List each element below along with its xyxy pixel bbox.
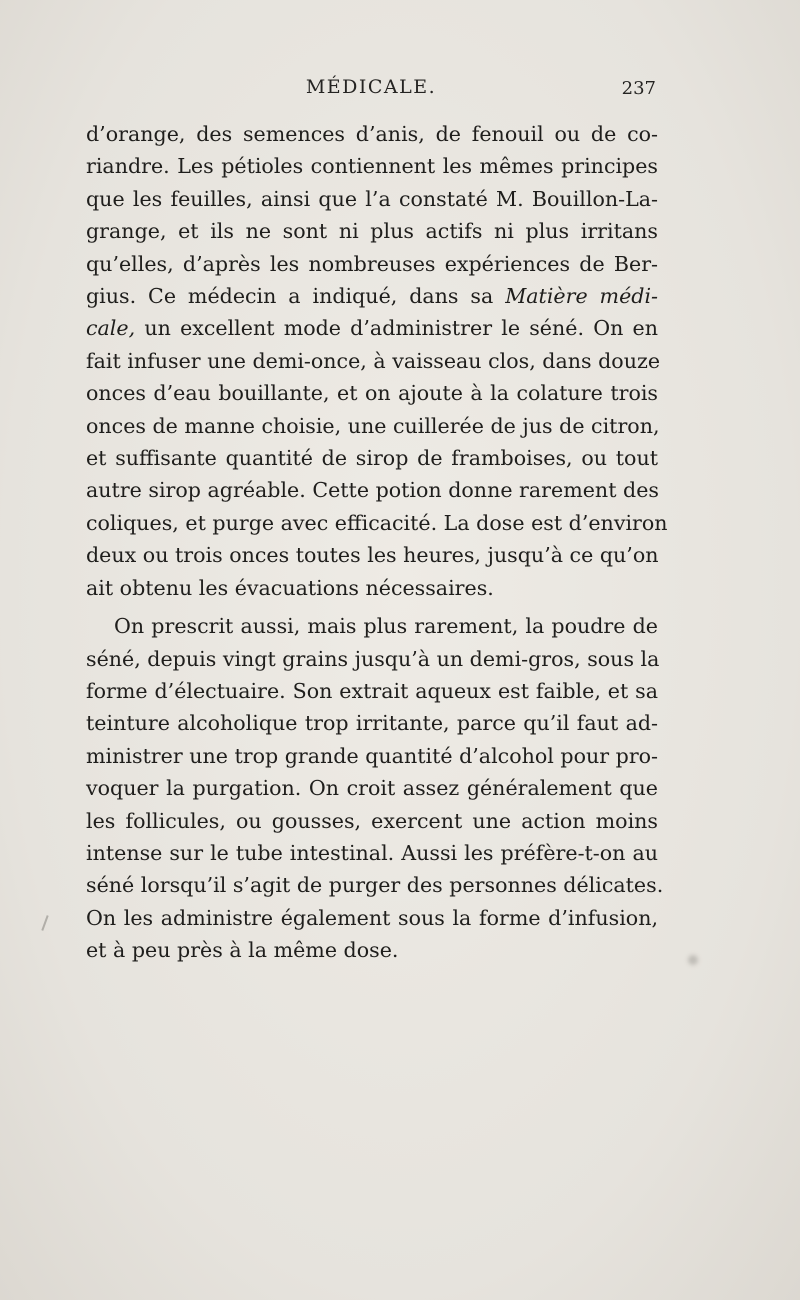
text-line	[86, 474, 658, 506]
text-line	[86, 707, 658, 739]
line-text: coliques, et purge avec efficacité. La dose est d’environ	[86, 510, 668, 535]
text-line	[86, 740, 658, 772]
line-text: riandre. Les pétioles contiennent les mêmes principes	[86, 154, 658, 179]
line-text: forme d’électuaire. Son extrait aqueux est faible, et sa	[86, 678, 658, 703]
text-line	[86, 934, 658, 966]
line-text: un excellent mode d’administrer le séné. On en	[135, 316, 658, 341]
page-header	[86, 76, 656, 106]
line-text: voquer la purgation. On croit assez généralement que	[86, 776, 658, 801]
text-line	[86, 643, 658, 675]
paragraph	[86, 610, 664, 966]
line-text: et suffisante quantité de sirop de framboises, ou tout	[86, 446, 658, 471]
line-text: intense sur le tube intestinal. Aussi les préfère-t-on au	[86, 840, 658, 865]
text-line	[86, 507, 668, 539]
running-head: MÉDICALE.	[305, 76, 437, 98]
text-line	[86, 772, 658, 804]
line-text: et à peu près à la même dose.	[86, 938, 399, 963]
line-text: fait infuser une demi-once, à vaisseau clos, dans douze	[86, 348, 661, 373]
page-number: 237	[621, 78, 656, 99]
line-text: onces d’eau bouillante, et on ajoute à la colature trois	[86, 381, 658, 406]
line-text: On les administre également sous la forme d’infusion,	[86, 905, 658, 930]
text-line	[86, 183, 658, 215]
line-text: les follicules, ou gousses, exercent une action moins	[86, 808, 658, 833]
text-line	[86, 902, 658, 934]
text-line	[86, 610, 658, 642]
text-line	[86, 539, 658, 571]
line-text: teinture alcoholique trop irritante, parce qu’il faut ad-	[86, 711, 658, 736]
text-line	[86, 312, 658, 344]
text-line	[86, 572, 658, 604]
body-text	[86, 118, 668, 967]
text-line	[86, 442, 658, 474]
italic-title: cale,	[86, 316, 136, 341]
text-line	[86, 805, 658, 837]
text-line	[86, 248, 658, 280]
line-text: que les feuilles, ainsi que l’a constaté M. Bouillon-La-	[86, 186, 658, 211]
line-text: onces de manne choisie, une cuillerée de jus de citron,	[86, 413, 660, 438]
line-text: autre sirop agréable. Cette potion donne rarement des	[86, 478, 659, 503]
margin-mark	[41, 915, 48, 931]
ink-smudge	[688, 955, 698, 965]
text-line	[86, 675, 658, 707]
line-text: séné lorsqu’il s’agit de purger des personnes délicates.	[86, 873, 664, 898]
italic-title: Matière médi-	[505, 284, 658, 309]
text-line	[86, 869, 664, 901]
line-text: séné, depuis vingt grains jusqu’à un demi-gros, sous la	[86, 646, 660, 671]
line-text: ministrer une trop grande quantité d’alcohol pour pro-	[86, 743, 659, 768]
line-text: gius. Ce médecin a indiqué, dans sa	[86, 284, 506, 309]
text-line	[86, 150, 658, 182]
line-text: d’orange, des semences d’anis, de fenouil ou de co-	[86, 122, 658, 146]
paragraph	[86, 118, 668, 604]
text-line	[86, 280, 658, 312]
line-text: On prescrit aussi, mais plus rarement, la poudre de	[114, 614, 658, 639]
line-text: qu’elles, d’après les nombreuses expériences de Ber-	[86, 251, 658, 276]
line-text: ait obtenu les évacuations nécessaires.	[86, 575, 494, 600]
line-text: grange, et ils ne sont ni plus actifs ni plus irritans	[86, 219, 658, 244]
text-line	[86, 377, 658, 409]
text-line	[86, 215, 658, 247]
line-text: deux ou trois onces toutes les heures, jusqu’à ce qu’on	[86, 543, 659, 568]
text-line	[86, 410, 658, 442]
text-line	[86, 345, 661, 377]
text-line	[86, 837, 658, 869]
text-line	[86, 118, 658, 150]
